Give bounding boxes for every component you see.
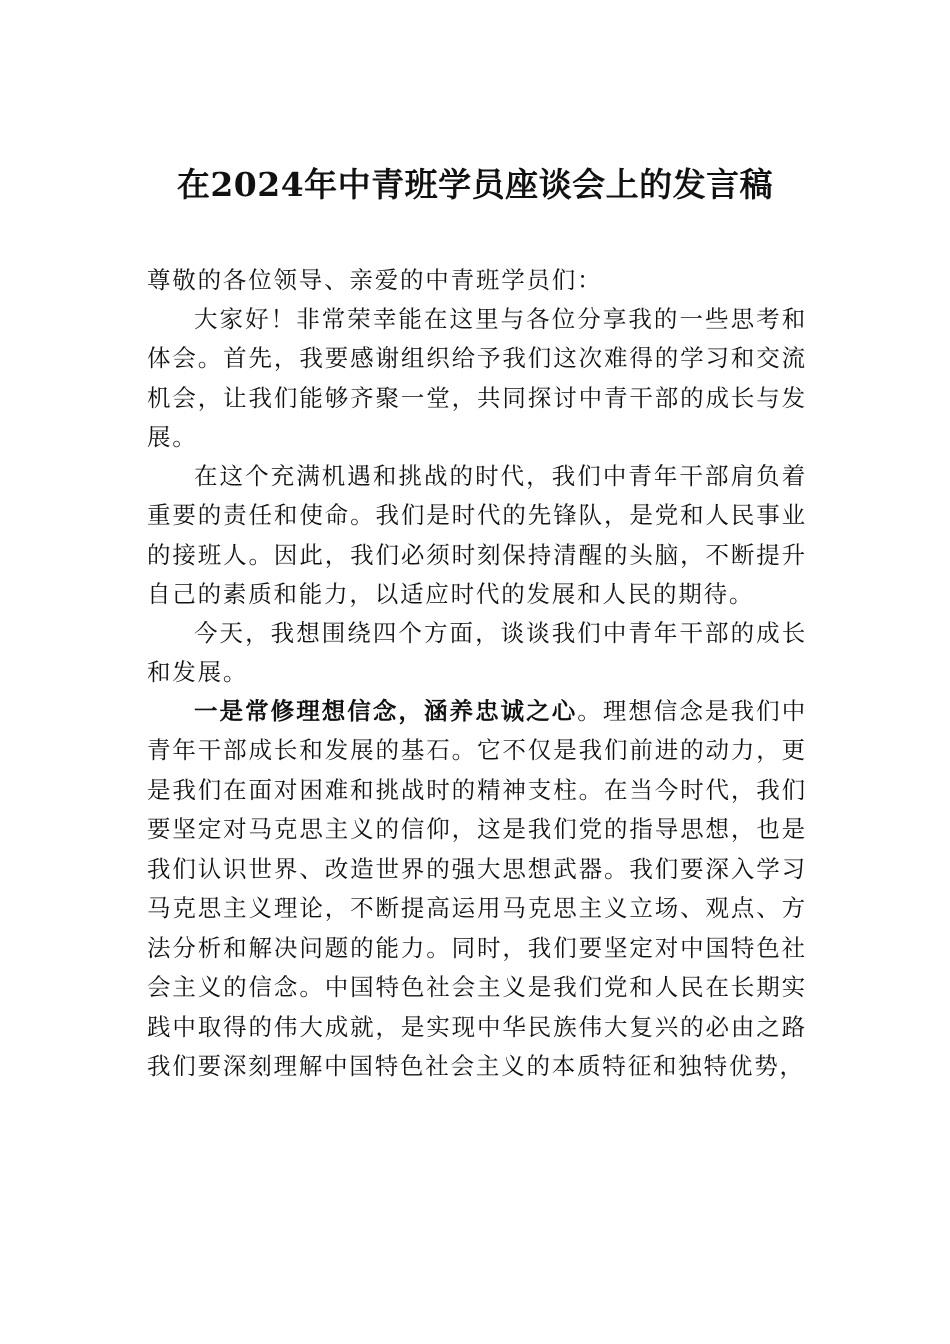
paragraph-era-responsibility: 在这个充满机遇和挑战的时代，我们中青年干部肩负着重要的责任和使命。我们是时代的先锋队，是党和人民事业的接班人。因此，我们必须时刻保持清醒的头脑，不断提升自己的素质和能力，以适应时代的发展和人民的期待。 (147, 461, 807, 608)
paragraph-point-one (147, 692, 807, 1087)
paragraph-four-aspects: 今天，我想围绕四个方面，谈谈我们中青年干部的成长和发展。 (147, 618, 807, 686)
document-body (147, 261, 807, 1086)
point-one-heading: 一是常修理想信念，涵养忠诚之心 (194, 696, 578, 725)
salutation: 尊敬的各位领导、亲爱的中青班学员们： (147, 266, 603, 294)
paragraph-greeting: 大家好！非常荣幸能在这里与各位分享我的一些思考和体会。首先，我要感谢组织给予我们这次难得的学习和交流机会，让我们能够齐聚一堂，共同探讨中青干部的成长与发展。 (147, 304, 807, 451)
point-one-text: 。理想信念是我们中青年干部成长和发展的基石。它不仅是我们前进的动力，更是我们在面对困难和挑战时的精神支柱。在当今时代，我们要坚定对马克思主义的信仰，这是我们党的指导思想，也是我们认识世界、改造世界的强大思想武器。我们要深入学习马克思主义理论，不断提高运用马克思主义立场、观点、方法分析和解决问题的能力。同时，我们要坚定对中国特色社会主义的信念。中国特色社会主义是我们党和人民在长期实践中取得的伟大成就，是实现中华民族伟大复兴的必由之路我们要深刻理解中国特色社会主义的本质特征和独特优势， (147, 696, 807, 1080)
document-title: 在2024年中青班学员座谈会上的发言稿 (176, 165, 774, 204)
